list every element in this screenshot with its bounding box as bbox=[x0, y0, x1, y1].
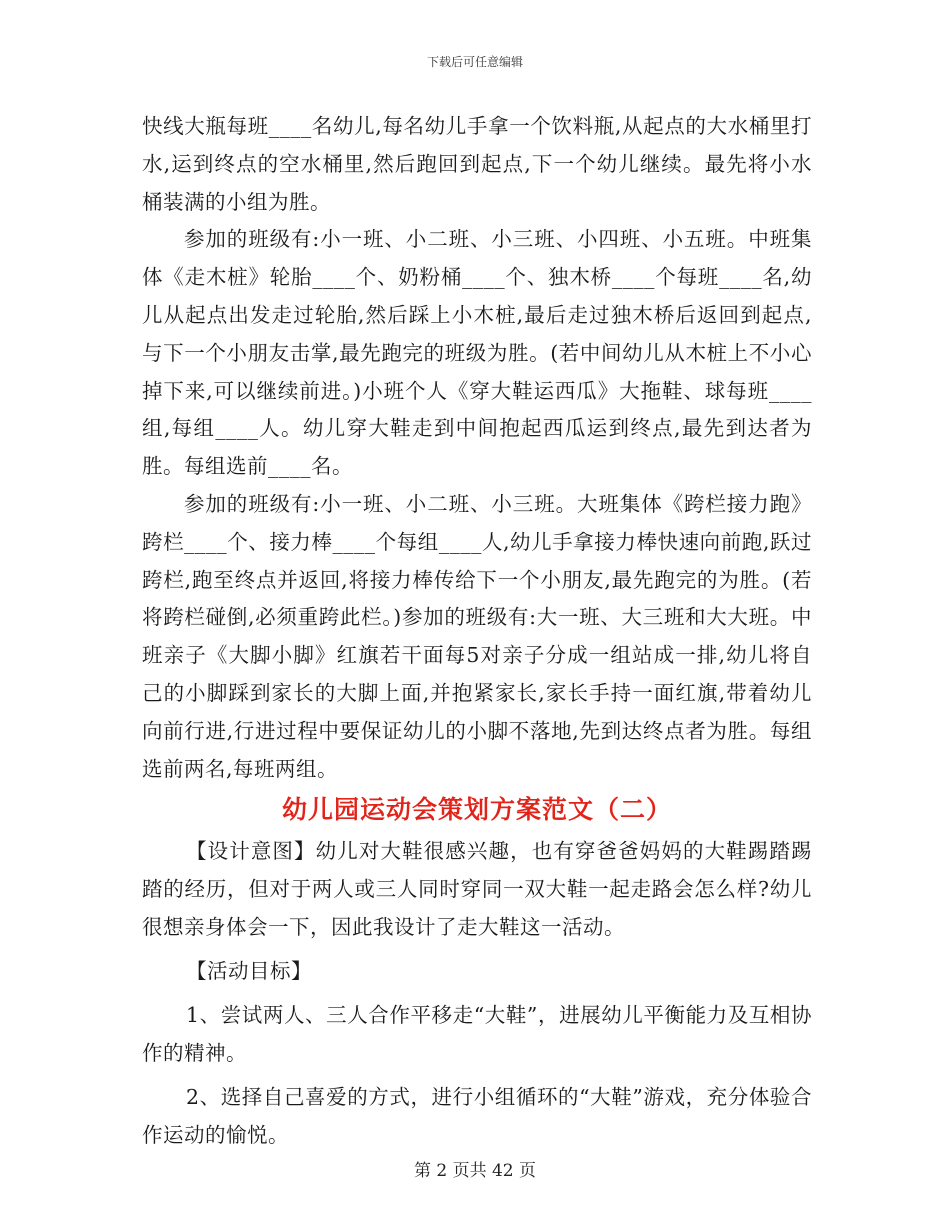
section-title: 幼儿园运动会策划方案范文（二） bbox=[281, 795, 672, 825]
page-header: 下载后可任意编辑 bbox=[426, 55, 523, 69]
page-footer: 第 2 页共 42 页 bbox=[413, 1161, 537, 1181]
paragraph-relay-water: 快线大瓶每班____名幼儿,每名幼儿手拿一个饮料瓶,从起点的大水桶里打水,运到终点的空水桶里,然后跑回到起点,下一个幼儿继续。最先将小水桶装满的小组为胜。 bbox=[142, 114, 812, 214]
paragraph-wooden-stakes: 参加的班级有:小一班、小二班、小三班、小四班、小五班。中班集体《走木桩》轮胎____个、奶粉桶____个、独木桥____个每班____名,幼儿从起点出发走过轮胎,然后踩上小木桩,最后走过独木桥后返回到起点,与下一个小朋友击掌,最先跑完的班级为胜。(若中间幼儿从木桩上不小心掉下来,可以继续前进。)小班个人《穿大鞋运西瓜》大拖鞋、球每班____组,每组____人。幼儿穿大鞋走到中间抱起西瓜运到终点,最先到达者为胜。每组选前____名。 bbox=[142, 227, 812, 479]
paragraph-goal-1: 1、尝试两人、三人合作平移走“大鞋”，进展幼儿平衡能力及互相协作的精神。 bbox=[142, 1003, 812, 1066]
paragraph-hurdle-relay: 参加的班级有:小一班、小二班、小三班。大班集体《跨栏接力跑》跨栏____个、接力棒____个每组____人,幼儿手拿接力棒快速向前跑,跃过跨栏,跑至终点并返回,将接力棒传给下一个小朋友,最先跑完的为胜。(若将跨栏碰倒,必须重跨此栏。)参加的班级有:大一班、大三班和大大班。中班亲子《大脚小脚》红旗若干面每5对亲子分成一组站成一排,幼儿将自己的小脚踩到家长的大脚上面,并抱紧家长,家长手持一面红旗,带着幼儿向前行进,行进过程中要保证幼儿的小脚不落地,先到达终点者为胜。每组选前两名,每班两组。 bbox=[142, 491, 812, 781]
document-body bbox=[142, 108, 812, 1154]
paragraph-goal-2: 2、选择自己喜爱的方式，进行小组循环的“大鞋”游戏，充分体验合作运动的愉悦。 bbox=[142, 1085, 812, 1148]
paragraph-goals-heading: 【活动目标】 bbox=[186, 959, 312, 984]
paragraph-design-intent: 【设计意图】幼儿对大鞋很感兴趣，也有穿爸爸妈妈的大鞋踢踏踢踏的经历，但对于两人或三人同时穿同一双大鞋一起走路会怎么样?幼儿很想亲身体会一下，因此我设计了走大鞋这一活动。 bbox=[142, 839, 812, 940]
section-two-body bbox=[142, 832, 812, 1154]
